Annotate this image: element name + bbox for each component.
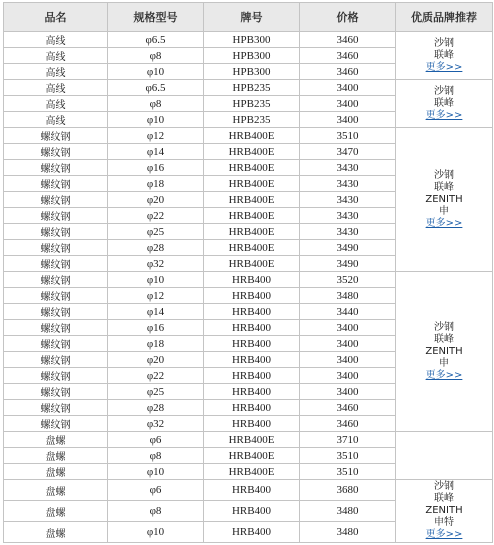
- spec-cell: φ25: [108, 384, 204, 400]
- grade-cell: HRB400: [204, 288, 300, 304]
- spec-cell: φ22: [108, 208, 204, 224]
- brand-name: 联峰: [434, 493, 454, 504]
- brand-name: 申: [439, 205, 449, 217]
- spec-cell: φ10: [108, 112, 204, 128]
- brand-name: 沙钢: [434, 321, 454, 333]
- product-name-cell: 盘螺: [4, 448, 108, 464]
- price-cell: 3480: [300, 501, 396, 522]
- product-name-cell: 螺纹钢: [4, 320, 108, 336]
- spec-cell: φ16: [108, 320, 204, 336]
- grade-cell: HRB400E: [204, 448, 300, 464]
- grade-cell: HRB400: [204, 522, 300, 543]
- price-cell: 3510: [300, 464, 396, 480]
- product-name-cell: 螺纹钢: [4, 352, 108, 368]
- spec-cell: φ14: [108, 304, 204, 320]
- brand-name: ZENITH: [425, 193, 463, 205]
- more-brands-link[interactable]: 更多>>: [425, 529, 463, 540]
- grade-cell: HPB235: [204, 80, 300, 96]
- product-name-cell: 螺纹钢: [4, 240, 108, 256]
- spec-cell: φ25: [108, 224, 204, 240]
- grade-cell: HRB400: [204, 304, 300, 320]
- grade-cell: HPB235: [204, 112, 300, 128]
- price-cell: 3460: [300, 32, 396, 48]
- spec-cell: φ10: [108, 522, 204, 543]
- grade-cell: HRB400E: [204, 128, 300, 144]
- spec-cell: φ8: [108, 448, 204, 464]
- grade-cell: HRB400: [204, 272, 300, 288]
- price-cell: 3430: [300, 176, 396, 192]
- grade-cell: HRB400E: [204, 208, 300, 224]
- product-name-cell: 高线: [4, 112, 108, 128]
- brand-name: 联峰: [434, 97, 454, 109]
- product-name-cell: 高线: [4, 64, 108, 80]
- price-cell: 3430: [300, 192, 396, 208]
- spec-cell: φ18: [108, 336, 204, 352]
- price-cell: 3460: [300, 48, 396, 64]
- brand-recommendation-cell: [396, 128, 493, 272]
- spec-cell: φ28: [108, 400, 204, 416]
- spec-cell: φ32: [108, 256, 204, 272]
- header-row: [4, 3, 493, 32]
- price-table: [3, 2, 493, 543]
- grade-cell: HRB400: [204, 368, 300, 384]
- spec-cell: φ20: [108, 192, 204, 208]
- grade-cell: HRB400E: [204, 224, 300, 240]
- grade-cell: HRB400: [204, 384, 300, 400]
- table-row: [4, 480, 493, 501]
- price-cell: 3400: [300, 336, 396, 352]
- brand-name: 联峰: [434, 333, 454, 345]
- header-name: 品名: [4, 3, 108, 32]
- spec-cell: φ12: [108, 128, 204, 144]
- price-cell: 3710: [300, 432, 396, 448]
- price-cell: 3480: [300, 522, 396, 543]
- table-row: [4, 32, 493, 48]
- brand-name: 沙钢: [434, 85, 454, 97]
- product-name-cell: 盘螺: [4, 522, 108, 543]
- spec-cell: φ6: [108, 432, 204, 448]
- grade-cell: HRB400E: [204, 432, 300, 448]
- brand-recommendation-cell: [396, 272, 493, 432]
- price-cell: 3460: [300, 400, 396, 416]
- product-name-cell: 螺纹钢: [4, 128, 108, 144]
- price-cell: 3440: [300, 304, 396, 320]
- spec-cell: φ6.5: [108, 80, 204, 96]
- price-cell: 3400: [300, 80, 396, 96]
- table-row: [4, 432, 493, 448]
- grade-cell: HRB400E: [204, 176, 300, 192]
- product-name-cell: 螺纹钢: [4, 192, 108, 208]
- product-name-cell: 螺纹钢: [4, 368, 108, 384]
- brand-name: 联峰: [434, 49, 454, 61]
- header-grade: 牌号: [204, 3, 300, 32]
- brand-recommendation-cell: [396, 32, 493, 80]
- price-cell: 3400: [300, 368, 396, 384]
- price-cell: 3490: [300, 240, 396, 256]
- grade-cell: HRB400: [204, 352, 300, 368]
- spec-cell: φ8: [108, 96, 204, 112]
- price-cell: 3400: [300, 384, 396, 400]
- brand-recommendation-cell: [396, 432, 493, 480]
- product-name-cell: 螺纹钢: [4, 144, 108, 160]
- header-price: 价格: [300, 3, 396, 32]
- table-row: [4, 128, 493, 144]
- price-cell: 3510: [300, 448, 396, 464]
- price-cell: 3430: [300, 224, 396, 240]
- grade-cell: HRB400: [204, 501, 300, 522]
- product-name-cell: 盘螺: [4, 480, 108, 501]
- product-name-cell: 盘螺: [4, 501, 108, 522]
- product-name-cell: 螺纹钢: [4, 384, 108, 400]
- spec-cell: φ18: [108, 176, 204, 192]
- product-name-cell: 螺纹钢: [4, 400, 108, 416]
- spec-cell: φ16: [108, 160, 204, 176]
- brand-name: 联峰: [434, 181, 454, 193]
- price-cell: 3480: [300, 288, 396, 304]
- grade-cell: HRB400: [204, 400, 300, 416]
- price-cell: 3430: [300, 160, 396, 176]
- grade-cell: HPB300: [204, 64, 300, 80]
- price-cell: 3680: [300, 480, 396, 501]
- brand-name: 沙钢: [434, 169, 454, 181]
- grade-cell: HRB400: [204, 480, 300, 501]
- more-brands-link[interactable]: 更多>>: [425, 109, 463, 121]
- grade-cell: HPB300: [204, 48, 300, 64]
- brand-name: 沙钢: [434, 37, 454, 49]
- grade-cell: HPB300: [204, 32, 300, 48]
- brand-name: ZENITH: [425, 505, 463, 516]
- price-cell: 3460: [300, 64, 396, 80]
- spec-cell: φ6: [108, 480, 204, 501]
- grade-cell: HRB400E: [204, 240, 300, 256]
- spec-cell: φ14: [108, 144, 204, 160]
- price-cell: 3490: [300, 256, 396, 272]
- more-brands-link[interactable]: 更多>>: [425, 217, 463, 229]
- spec-cell: φ10: [108, 272, 204, 288]
- price-cell: 3520: [300, 272, 396, 288]
- spec-cell: φ32: [108, 416, 204, 432]
- spec-cell: φ8: [108, 48, 204, 64]
- grade-cell: HRB400E: [204, 464, 300, 480]
- brand-name: 申特: [434, 517, 454, 528]
- grade-cell: HRB400: [204, 320, 300, 336]
- table-row: [4, 80, 493, 96]
- more-brands-link[interactable]: 更多>>: [425, 369, 463, 381]
- price-cell: 3510: [300, 128, 396, 144]
- product-name-cell: 盘螺: [4, 432, 108, 448]
- grade-cell: HRB400: [204, 336, 300, 352]
- product-name-cell: 螺纹钢: [4, 272, 108, 288]
- table-body: [4, 32, 493, 543]
- product-name-cell: 螺纹钢: [4, 304, 108, 320]
- spec-cell: φ22: [108, 368, 204, 384]
- product-name-cell: 螺纹钢: [4, 256, 108, 272]
- spec-cell: φ20: [108, 352, 204, 368]
- price-cell: 3400: [300, 352, 396, 368]
- spec-cell: φ10: [108, 464, 204, 480]
- grade-cell: HRB400: [204, 416, 300, 432]
- product-name-cell: 螺纹钢: [4, 288, 108, 304]
- more-brands-link[interactable]: 更多>>: [425, 61, 463, 73]
- product-name-cell: 高线: [4, 96, 108, 112]
- product-name-cell: 高线: [4, 48, 108, 64]
- price-cell: 3400: [300, 96, 396, 112]
- grade-cell: HRB400E: [204, 192, 300, 208]
- spec-cell: φ6.5: [108, 32, 204, 48]
- spec-cell: φ8: [108, 501, 204, 522]
- product-name-cell: 螺纹钢: [4, 208, 108, 224]
- table-row: [4, 272, 493, 288]
- price-cell: 3400: [300, 320, 396, 336]
- product-name-cell: 高线: [4, 80, 108, 96]
- product-name-cell: 盘螺: [4, 464, 108, 480]
- price-cell: 3430: [300, 208, 396, 224]
- price-cell: 3400: [300, 112, 396, 128]
- price-cell: 3470: [300, 144, 396, 160]
- spec-cell: φ10: [108, 64, 204, 80]
- brand-recommendation-cell: [396, 80, 493, 128]
- grade-cell: HPB235: [204, 96, 300, 112]
- price-cell: 3460: [300, 416, 396, 432]
- header-spec: 规格型号: [108, 3, 204, 32]
- brand-name: 沙钢: [434, 481, 454, 492]
- header-brand: 优质品牌推荐: [396, 3, 493, 32]
- spec-cell: φ12: [108, 288, 204, 304]
- product-name-cell: 螺纹钢: [4, 224, 108, 240]
- product-name-cell: 螺纹钢: [4, 336, 108, 352]
- grade-cell: HRB400E: [204, 160, 300, 176]
- brand-name: ZENITH: [425, 345, 463, 357]
- brand-name: 申: [439, 357, 449, 369]
- product-name-cell: 螺纹钢: [4, 176, 108, 192]
- grade-cell: HRB400E: [204, 144, 300, 160]
- grade-cell: HRB400E: [204, 256, 300, 272]
- product-name-cell: 高线: [4, 32, 108, 48]
- spec-cell: φ28: [108, 240, 204, 256]
- product-name-cell: 螺纹钢: [4, 416, 108, 432]
- product-name-cell: 螺纹钢: [4, 160, 108, 176]
- brand-recommendation-cell: [396, 480, 493, 543]
